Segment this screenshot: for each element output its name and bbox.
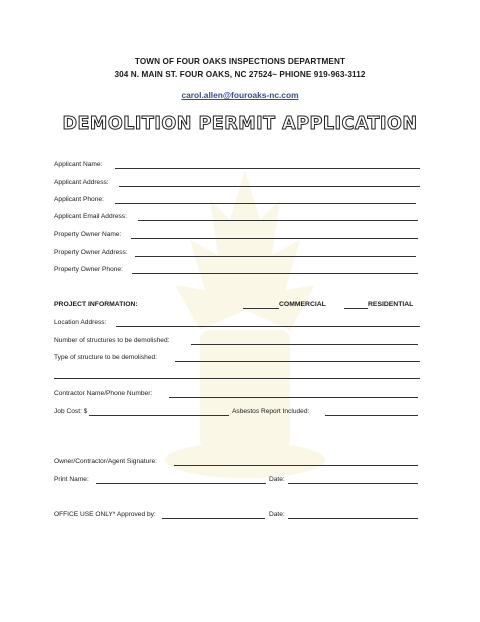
project-info-header xyxy=(54,300,426,310)
residential-option[interactable]: RESIDENTIAL xyxy=(368,301,414,308)
commercial-option[interactable]: COMMERCIAL xyxy=(279,301,326,308)
owner-name-line[interactable] xyxy=(131,238,418,239)
structure-type-field[interactable] xyxy=(54,353,420,363)
applicant-email-line[interactable] xyxy=(138,220,418,221)
applicant-phone-field[interactable] xyxy=(54,195,416,205)
applicant-email-field[interactable] xyxy=(54,212,418,222)
num-structures-field[interactable] xyxy=(54,336,418,346)
structure-type-continuation-line[interactable] xyxy=(54,378,420,379)
signature-field[interactable] xyxy=(54,457,418,467)
field-label: Property Owner Phone: xyxy=(54,266,123,273)
approved-by-line[interactable] xyxy=(162,518,265,519)
field-label: Applicant Address: xyxy=(54,179,109,186)
office-date-label: Date: xyxy=(269,511,285,518)
date-label: Date: xyxy=(269,476,285,483)
owner-phone-field[interactable] xyxy=(54,265,418,275)
location-address-line[interactable] xyxy=(116,326,420,327)
applicant-name-line[interactable] xyxy=(115,168,420,169)
job-cost-line[interactable] xyxy=(89,415,229,416)
print-name-line[interactable] xyxy=(96,483,266,484)
office-date-line[interactable] xyxy=(288,518,418,519)
owner-phone-line[interactable] xyxy=(132,273,418,274)
applicant-address-field[interactable] xyxy=(54,178,420,188)
contact-email-link[interactable]: carol.allen@fouroaks-nc.com xyxy=(181,90,299,100)
field-label: Applicant Phone: xyxy=(54,196,104,203)
field-label: Owner/Contractor/Agent Signature: xyxy=(54,458,157,465)
contractor-field[interactable] xyxy=(54,389,418,399)
field-label: Property Owner Name: xyxy=(54,231,122,238)
field-label: Type of structure to be demolished: xyxy=(54,354,157,361)
field-label: Job Cost: $ xyxy=(54,408,88,415)
field-label: Property Owner Address: xyxy=(54,249,128,256)
page-title: DEMOLITION PERMIT APPLICATION xyxy=(62,114,418,134)
print-name-row xyxy=(54,475,418,485)
structure-type-line[interactable] xyxy=(175,361,420,362)
num-structures-line[interactable] xyxy=(191,344,418,345)
asbestos-label: Asbestos Report Included: xyxy=(232,408,310,415)
date-line[interactable] xyxy=(288,483,418,484)
field-label: Contractor Name/Phone Number: xyxy=(54,390,153,397)
signature-line[interactable] xyxy=(174,465,418,466)
department-name: TOWN OF FOUR OAKS INSPECTIONS DEPARTMENT xyxy=(134,57,346,66)
field-label: Applicant Name: xyxy=(54,161,103,168)
section-heading: PROJECT INFORMATION: xyxy=(54,301,138,308)
owner-name-field[interactable] xyxy=(54,230,418,240)
owner-address-field[interactable] xyxy=(54,248,416,258)
department-address: 304 N. MAIN ST. FOUR OAKS, NC 27524~ PHIONE 919-963-3112 xyxy=(114,70,366,79)
contact-email[interactable] xyxy=(0,90,480,100)
applicant-phone-line[interactable] xyxy=(115,203,416,204)
contractor-line[interactable] xyxy=(169,397,418,398)
structure-type-extra-line[interactable] xyxy=(54,370,420,380)
applicant-address-line[interactable] xyxy=(119,186,420,187)
owner-address-line[interactable] xyxy=(135,256,416,257)
asbestos-line[interactable] xyxy=(325,415,418,416)
location-address-field[interactable] xyxy=(54,318,420,328)
field-label: Number of structures to be demolished: xyxy=(54,337,170,344)
job-cost-row xyxy=(54,407,418,417)
field-label: Location Address: xyxy=(54,319,107,326)
office-use-row xyxy=(54,510,418,520)
field-label: OFFICE USE ONLY* Approved by: xyxy=(54,511,156,518)
residential-checkline[interactable] xyxy=(344,308,368,309)
applicant-name-field[interactable] xyxy=(54,160,420,170)
commercial-checkline[interactable] xyxy=(243,308,279,309)
field-label: Print Name: xyxy=(54,476,89,483)
field-label: Applicant Email Address: xyxy=(54,213,127,220)
